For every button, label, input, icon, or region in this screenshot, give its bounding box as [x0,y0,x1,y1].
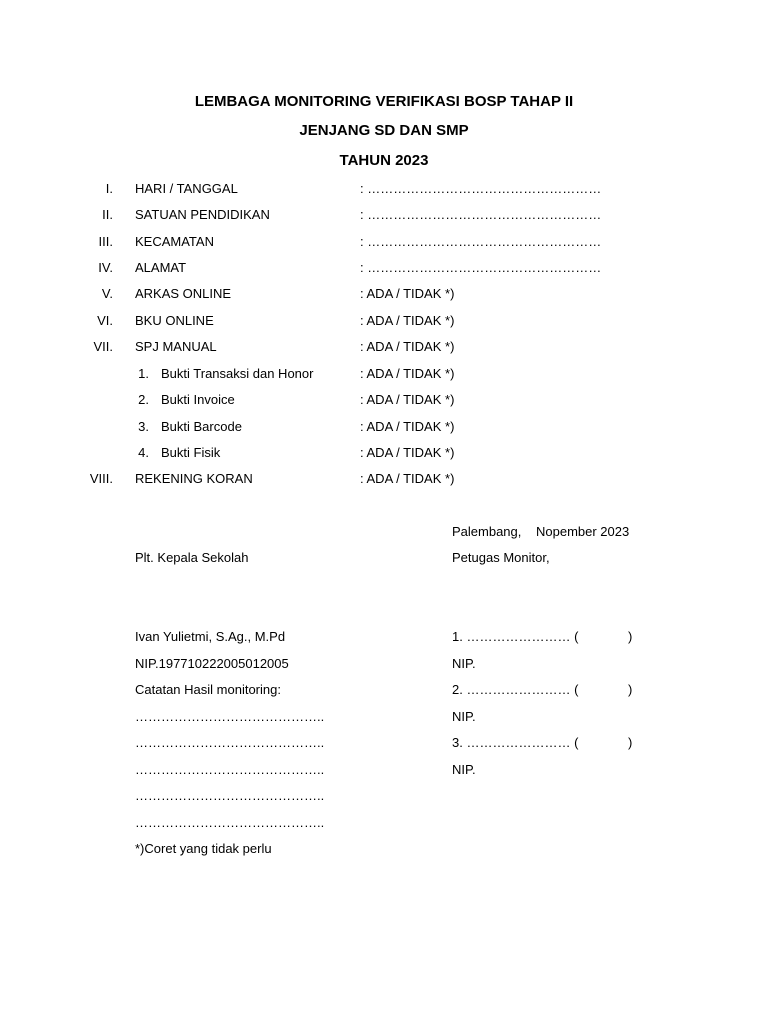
item-label: ARKAS ONLINE [135,286,232,301]
item-value: : ADA / TIDAK *) [360,313,455,328]
subitem-value: : ADA / TIDAK *) [360,392,455,407]
item-label: BKU ONLINE [135,313,214,328]
item-value: : ADA / TIDAK *) [360,471,455,486]
notes-label: Catatan Hasil monitoring: [135,682,281,697]
item-number: III. [98,234,113,249]
item-label: SATUAN PENDIDIKAN [135,207,270,222]
item-label: KECAMATAN [135,234,214,249]
subitem-label: Bukti Fisik [161,445,221,460]
principal-role: Plt. Kepala Sekolah [135,550,249,565]
subitem-value: : ADA / TIDAK *) [360,419,455,434]
note-line: …………………………………….. [135,735,325,750]
note-line: …………………………………….. [135,762,325,777]
subitem-value: : ADA / TIDAK *) [360,445,455,460]
item-number: VIII. [89,471,113,486]
monitor-signature-line: 2. …………………… ( [452,682,579,697]
subitem-number: 3. [138,419,149,434]
item-value: : ADA / TIDAK *) [360,286,455,301]
monitor-signature-line: 3. …………………… ( [452,735,579,750]
item-value: : ……………………………………………… [360,207,602,222]
item-value: : ……………………………………………… [360,234,602,249]
subitem-row [0,444,768,462]
item-row [0,259,768,277]
subitem-value: : ADA / TIDAK *) [360,366,455,381]
item-label: HARI / TANGGAL [135,181,238,196]
item-number: II. [102,207,113,222]
item-number: VII. [93,339,113,354]
item-label: REKENING KORAN [135,471,253,486]
subitem-number: 4. [138,445,149,460]
subitem-number: 2. [138,392,149,407]
monitor-nip: NIP. [452,656,476,671]
monitor-signature-close: ) [628,629,633,644]
item-row [0,338,768,356]
item-number: V. [101,286,113,301]
item-number: IV. [98,260,113,275]
item-value: : ……………………………………………… [360,260,602,275]
monitor-nip: NIP. [452,709,476,724]
subitem-label: Bukti Transaksi dan Honor [161,366,314,381]
principal-name: Ivan Yulietmi, S.Ag., M.Pd [135,629,286,644]
item-label: ALAMAT [135,260,187,275]
subitem-row [0,418,768,436]
item-row [0,206,768,224]
form-subtitle: JENJANG SD DAN SMP [299,122,469,139]
principal-nip: NIP.197710222005012005 [135,656,289,671]
note-line: …………………………………….. [135,709,325,724]
monitor-signature-close: ) [628,735,633,750]
monitor-nip: NIP. [452,762,476,777]
monitor-signature-close: ) [628,682,633,697]
monitor-role: Petugas Monitor, [452,550,550,565]
item-number: VI. [97,313,113,328]
item-row [0,312,768,330]
item-label: SPJ MANUAL [135,339,217,354]
item-row [0,233,768,251]
subitem-row [0,365,768,383]
signature-date: Nopember 2023 [536,524,630,539]
subitem-label: Bukti Invoice [161,392,235,407]
footnote: *)Coret yang tidak perlu [135,841,272,856]
item-number: I. [105,181,113,196]
note-line: …………………………………….. [135,788,325,803]
subitem-number: 1. [138,366,149,381]
form-year: TAHUN 2023 [339,152,429,169]
note-line: …………………………………….. [135,815,325,830]
monitor-signature-line: 1. …………………… ( [452,629,579,644]
signature-place: Palembang, [452,524,522,539]
item-value: : ……………………………………………… [360,181,602,196]
form-title: LEMBAGA MONITORING VERIFIKASI BOSP TAHAP II [194,93,574,110]
item-row [0,470,768,488]
item-row [0,285,768,303]
subitem-label: Bukti Barcode [161,419,242,434]
subitem-row [0,391,768,409]
item-value: : ADA / TIDAK *) [360,339,455,354]
item-row [0,180,768,198]
